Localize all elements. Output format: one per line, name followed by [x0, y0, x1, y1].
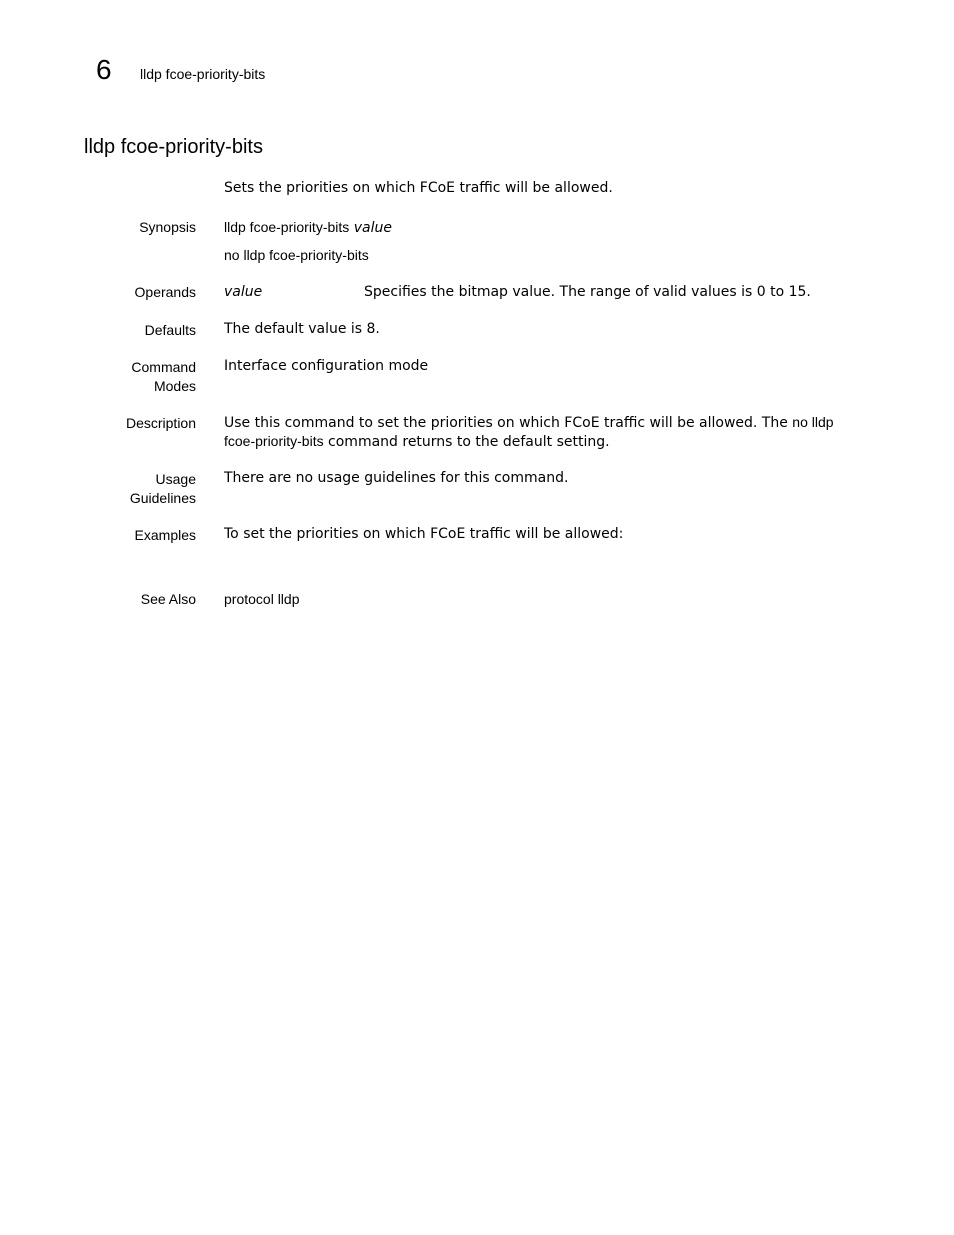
synopsis-no-form: no lldp fcoe-priority-bits [224, 247, 369, 263]
command-modes-label-line1: Command [131, 359, 196, 375]
defaults-text: The default value is 8. [224, 321, 380, 337]
description-line1-text: Use this command to set the priorities on which FCoE traffic will be allowed. The [224, 415, 788, 431]
command-modes-text: Interface configuration mode [224, 358, 429, 374]
see-also-label: See Also [140, 591, 196, 607]
usage-guidelines-label-line1: Usage [155, 471, 196, 487]
synopsis-label: Synopsis [139, 219, 196, 235]
synopsis-argument: value [353, 220, 392, 236]
operands-label: Operands [134, 284, 196, 300]
examples-text: To set the priorities on which FCoE traffic will be allowed: [224, 526, 624, 542]
running-header: lldp fcoe-priority-bits [140, 66, 266, 82]
synopsis-line [224, 218, 392, 238]
description-line2-text: command returns to the default setting. [328, 434, 610, 450]
command-modes-label-line2: Modes [153, 378, 196, 394]
usage-guidelines-text: There are no usage guidelines for this command. [224, 470, 569, 486]
operand-description: Specifies the bitmap value. The range of valid values is 0 to 15. [364, 284, 811, 300]
description-line2-command: fcoe-priority-bits [224, 433, 324, 449]
see-also-link[interactable]: protocol lldp [224, 591, 300, 607]
intro-text: Sets the priorities on which FCoE traffic will be allowed. [224, 180, 613, 196]
description-line1 [224, 413, 834, 433]
defaults-label: Defaults [144, 322, 196, 338]
description-line2 [224, 432, 610, 452]
examples-label: Examples [134, 527, 196, 543]
usage-guidelines-label-line2: Guidelines [129, 490, 196, 506]
command-modes-label [131, 358, 196, 396]
synopsis-command: lldp fcoe-priority-bits [224, 219, 350, 235]
description-line1-command: no lldp [792, 414, 834, 430]
operand-name: value [224, 284, 263, 300]
page-title: lldp fcoe-priority-bits [84, 136, 263, 158]
chapter-number: 6 [96, 54, 112, 85]
usage-guidelines-label [130, 470, 196, 508]
description-label: Description [125, 415, 196, 431]
